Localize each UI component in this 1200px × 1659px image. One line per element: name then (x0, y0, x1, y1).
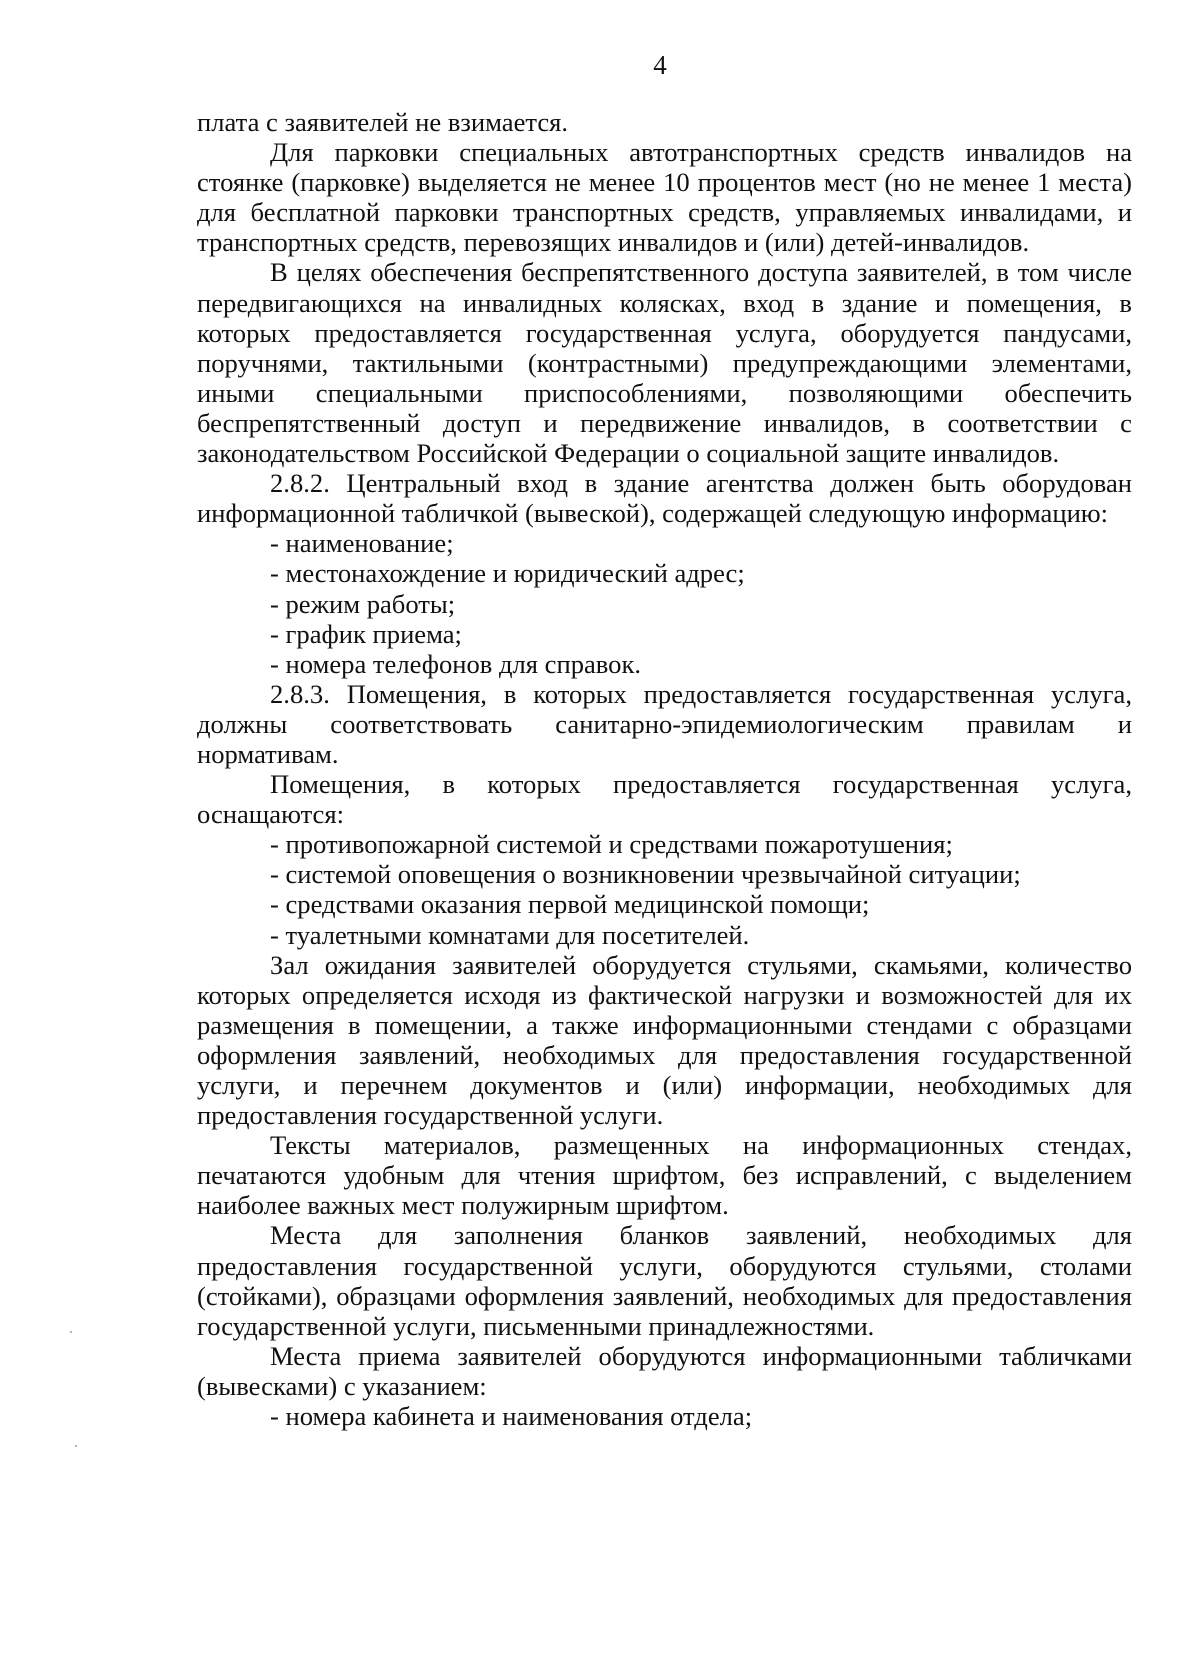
list-item: - туалетными комнатами для посетителей. (270, 919, 750, 950)
list-item: - график приема; (270, 618, 462, 649)
paragraph-premises-equipment: Помещения, в которых предоставляется государственная услуга, оснащаются: (197, 769, 1132, 830)
paragraph-reception: Места приема заявителей оборудуются информационными табличками (вывесками) с указанием: (197, 1340, 1132, 1401)
paragraph-form-filling: Места для заполнения бланков заявлений, необходимых для предоставления государственной услуги, оборудуются стульями, столами (стойками), образцами оформления заявлений, необходимых для предоставления государственной услуги, письменными принадлежностями. (197, 1220, 1132, 1341)
paragraph-continuation: плата с заявителей не взимается. (197, 107, 569, 137)
scan-speck (75, 1445, 77, 1447)
page-number: 4 (653, 50, 667, 80)
list-item: - номера кабинета и наименования отдела; (270, 1401, 753, 1432)
paragraph-accessibility: В целях обеспечения беспрепятственного доступа заявителей, в том числе передвигающихся на инвалидных колясках, вход в здание и помещения, в которых предоставляется государственная услуга, оборудуется пандусами, поручнями, тактильными (контрастными) предупреждающими элементами, иными специальными приспособлениями, позволяющими обеспечить беспрепятственный доступ и передвижение инвалидов, в соответствии с законодательством Российской Федерации о социальной защите инвалидов. (197, 257, 1132, 469)
paragraph-stand-texts: Тексты материалов, размещенных на информационных стендах, печатаются удобным для чтения шрифтом, без исправлений, с выделением наиболее важных мест полужирным шрифтом. (197, 1130, 1132, 1221)
paragraph-2-8-3: 2.8.3. Помещения, в которых предоставляется государственная услуга, должны соответствовать санитарно-эпидемиологическим правилам и нормативам. (197, 678, 1132, 769)
scan-speck (70, 1331, 72, 1333)
list-item: - средствами оказания первой медицинской помощи; (270, 889, 870, 920)
list-item: - системой оповещения о возникновении чрезвычайной ситуации; (270, 859, 1021, 890)
list-item: - противопожарной системой и средствами пожаротушения; (270, 829, 953, 860)
paragraph-2-8-2: 2.8.2. Центральный вход в здание агентства должен быть оборудован информационной табличкой (вывеской), содержащей следующую информацию: (197, 468, 1132, 529)
list-item: - номера телефонов для справок. (270, 648, 642, 679)
paragraph-waiting-hall: Зал ожидания заявителей оборудуется стульями, скамьями, количество которых определяется исходя из фактической нагрузки и возможностей для их размещения в помещении, а также информационными стендами с образцами оформления заявлений, необходимых для предоставления государственной услуги, и перечнем документов и (или) информации, необходимых для предоставления государственной услуги. (197, 949, 1132, 1131)
document-body (197, 107, 1132, 1431)
list-item: - режим работы; (270, 588, 456, 619)
paragraph-parking: Для парковки специальных автотранспортных средств инвалидов на стоянке (парковке) выделяется не менее 10 процентов мест (но не менее 1 места) для бесплатной парковки транспортных средств, управляемых инвалидами, и транспортных средств, перевозящих инвалидов и (или) детей-инвалидов. (197, 137, 1132, 258)
list-item: - наименование; (270, 528, 454, 559)
list-item: - местонахождение и юридический адрес; (270, 558, 745, 589)
